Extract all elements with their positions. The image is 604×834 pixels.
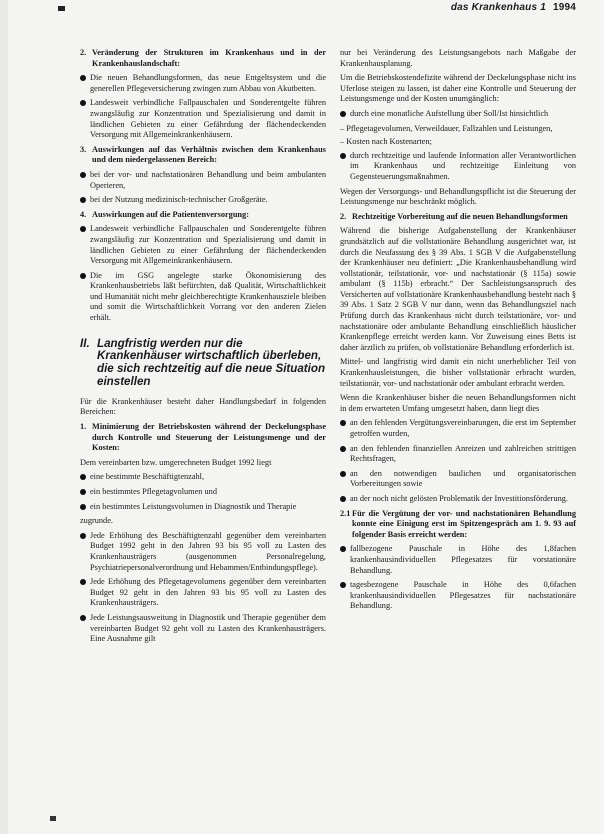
paragraph: Wegen der Versorgungs- und Behandlungspflicht ist die Steuerung der Leistungsmenge nur beschränkt möglich. (340, 186, 576, 207)
dash-item: – Pflegetagevolumen, Verweildauer, Fallzahlen und Leistungen, (340, 123, 553, 133)
bullet-item: an den fehlenden Vergütungsvereinbarungen, die erst im September getroffen wurden, (340, 418, 576, 439)
major-heading (80, 338, 326, 389)
bullet-item: durch rechtzeitige und laufende Information aller Verantwortlichen im Krankenhaus und rechtzeitige Einleitung von Gegensteuerungsmaßnahmen. (340, 151, 576, 183)
heading-number: II. (80, 336, 90, 350)
heading-number: 4. (80, 209, 87, 219)
bullet-item: durch eine monatliche Aufstellung über Soll/Ist hinsichtlich (340, 109, 576, 120)
bullet-item: bei der vor- und nachstationären Behandlung und beim ambulanten Operieren, (80, 170, 326, 191)
bullet-item: bei der Nutzung medizinisch-technischer Großgeräte. (80, 195, 326, 206)
right-column (340, 48, 576, 616)
bullet-item: ein bestimmtes Leistungsvolumen in Diagnostik und Therapie (80, 502, 326, 513)
bullet-item: an den fehlenden finanziellen Anreizen und zahlreichen strittigen Rechtsfragen, (340, 444, 576, 465)
issue-number: 1 (540, 2, 546, 13)
section-heading (340, 212, 576, 223)
heading-text: Veränderung der Strukturen im Krankenhaus und in der Krankenhauslandschaft: (92, 48, 326, 68)
section-heading (80, 145, 326, 166)
bullet-item: Die neuen Behandlungsformen, das neue Entgeltsystem und die generellen Pflegeversicherung zwingen zum Abbau von Akutbetten. (80, 73, 326, 94)
paragraph: Mittel- und langfristig wird damit ein nicht unerheblicher Teil von Krankenhausleistungen, die bisher vollstationär erbracht wurden, teilstationär, vor- und nachstationär oder ambulant erbracht werden. (340, 357, 576, 388)
heading-text: Für die Vergütung der vor- und nachstationären Behandlung konnte eine Einigung erst im Spitzengespräch am 1. 9. 93 auf folgender Basis erreicht werden: (352, 508, 576, 539)
section-heading (80, 48, 326, 69)
heading-text: Rechtzeitige Vorbereitung auf die neuen Behandlungsformen (352, 211, 568, 221)
left-column (80, 48, 326, 649)
corner-mark (58, 6, 65, 11)
bullet-item: Landesweit verbindliche Fallpauschalen und Sonderentgelte führen zwangsläufig zur Konzentration und Spezialisierung und damit in ländlichen Gebieten zu einer Gefährdung der flächendeckenden Versorgung mit Allgemeinkrankenhäusern. (80, 224, 326, 266)
bullet-item: fallbezogene Pauschale in Höhe des 1,8fachen krankenhausindividuellen Pflegesatzes für vorstationäre Behandlung. (340, 544, 576, 576)
bullet-item: an der noch nicht gelösten Problematik der Investitionsförderung. (340, 494, 576, 505)
paragraph: Um die Betriebskostendefizite während der Deckelungsphase nicht ins Uferlose steigen zu lassen, ist daher eine Kontrolle und Steuerung der Leistungsmenge und der Kosten unumgänglich: (340, 73, 576, 104)
bullet-item: Jede Leistungsausweitung in Diagnostik und Therapie gegenüber dem vereinbarten Budget 92 geht voll zu Lasten des Krankenhausträgers. Eine Ausnahme gilt (80, 613, 326, 645)
journal-title: das Krankenhaus (450, 2, 538, 13)
running-header (451, 2, 576, 13)
section-heading (80, 210, 326, 221)
bullet-item: Landesweit verbindliche Fallpauschalen und Sonderentgelte führen zwangsläufig zur Konzentration und Spezialisierung und damit in ländlichen Gebieten zu einer Gefährdung der flächendeckenden Versorgung mit Allgemeinkrankenhäusern. (80, 98, 326, 140)
bullet-item: an den notwendigen baulichen und organisatorischen Vorbereitungen sowie (340, 469, 576, 490)
heading-text: Langfristig werden nur die Krankenhäuser wirtschaftlich überleben, die sich rechtzeitig auf die neue Situation einstellen (97, 336, 326, 389)
heading-number: 2.1 (340, 508, 351, 518)
paragraph: Während die bisherige Aufgabenstellung der Krankenhäuser grundsätzlich auf die vollstationäre Behandlung ausgerichtet war, ist durch die Neufassung des § 39 Abs. 1 SGB V die Aufgabenstellung der Krankenhäuser neu definiert: „Die Krankenhausbehandlung wird vollstationär, teilstationär, vor- und nachstationär (§ 115a) sowie ambulant (§ 115b) erbracht.“ Der Sachleistungsanspruch des Versicherten auf vollstationäre Krankenhausbehandlung besteht nach § 39 Abs. 1 Satz 2 SGB V nur dann, wenn das Behandlungsziel nach Prüfung durch das Krankenhaus nicht durch teilstationäre, vor- und nachstationäre oder ambulante Behandlung einschließlich häuslicher Krankenpflege erreicht werden kann. Vor Zuweisung eines Betts ist daher ärztlich zu prüfen, ob vollstationäre Behandlung erforderlich ist. (340, 226, 576, 352)
heading-number: 2. (80, 48, 87, 57)
paragraph: nur bei Veränderung des Leistungsangebots nach Maßgabe der Krankenhausplanung. (340, 48, 576, 68)
section-heading (80, 422, 326, 454)
heading-number: 2. (340, 211, 347, 221)
paragraph: zugrunde. (80, 516, 113, 526)
heading-text: Auswirkungen auf die Patientenversorgung: (92, 209, 249, 219)
bullet-item: Jede Erhöhung des Beschäftigtenzahl gegenüber dem vereinbarten Budget 1992 geht in den Jahren 93 bis 95 voll zu Lasten des Krankenhausträgers (ausgenommen Personalregelung, Psychiatriepersonalverordnung und Hebammen/Entbindungspflege). (80, 531, 326, 573)
bullet-item: Jede Erhöhung des Pflegetagevolumens gegenüber dem vereinbarten Budget 92 geht in den Jahren 93 bis 95 voll zu Lasten des Krankenhausträgers. (80, 577, 326, 609)
heading-number: 1. (80, 422, 87, 432)
bullet-item: tagesbezogene Pauschale in Höhe des 0,6fachen krankenhausindividuellen Pflegesatzes für nachstationäre Behandlung. (340, 580, 576, 612)
issue-year: 1994 (552, 2, 576, 13)
paragraph: Wenn die Krankenhäuser bisher die neuen Behandlungsformen nicht in dem erwarteten Umfang umgesetzt haben, dann liegt dies (340, 393, 576, 413)
paragraph: Für die Krankenhäuser besteht daher Handlungsbedarf in folgenden Bereichen: (80, 396, 326, 417)
footer-mark (50, 816, 56, 821)
section-heading (340, 509, 576, 541)
heading-text: Auswirkungen auf das Verhältnis zwischen dem Krankenhaus und dem niedergelassenen Bereich: (92, 144, 326, 165)
bullet-item: eine bestimmte Beschäftigtenzahl, (80, 472, 326, 483)
dash-item: – Kosten nach Kostenarten; (340, 137, 432, 147)
page-edge (0, 0, 8, 834)
heading-text: Minimierung der Betriebskosten während der Deckelungsphase durch Kontrolle und Steuerung der Leistungsmenge und der Kosten: (92, 422, 326, 453)
paragraph: Dem vereinbarten bzw. umgerechneten Budget 1992 liegt (80, 457, 272, 467)
bullet-item: ein bestimmtes Pflegetagvolumen und (80, 487, 326, 498)
bullet-item: Die im GSG angelegte starke Ökonomisierung des Krankenhausbetriebs läßt befürchten, daß Qualität, Wirtschaftlichkeit und Humanität nicht mehr gleichberechtigte Krankenhausziele bleiben und somit die Wirtschaftlichkeit Vorrang vor den anderen Zielen erhält. (80, 271, 326, 324)
heading-number: 3. (80, 144, 87, 154)
